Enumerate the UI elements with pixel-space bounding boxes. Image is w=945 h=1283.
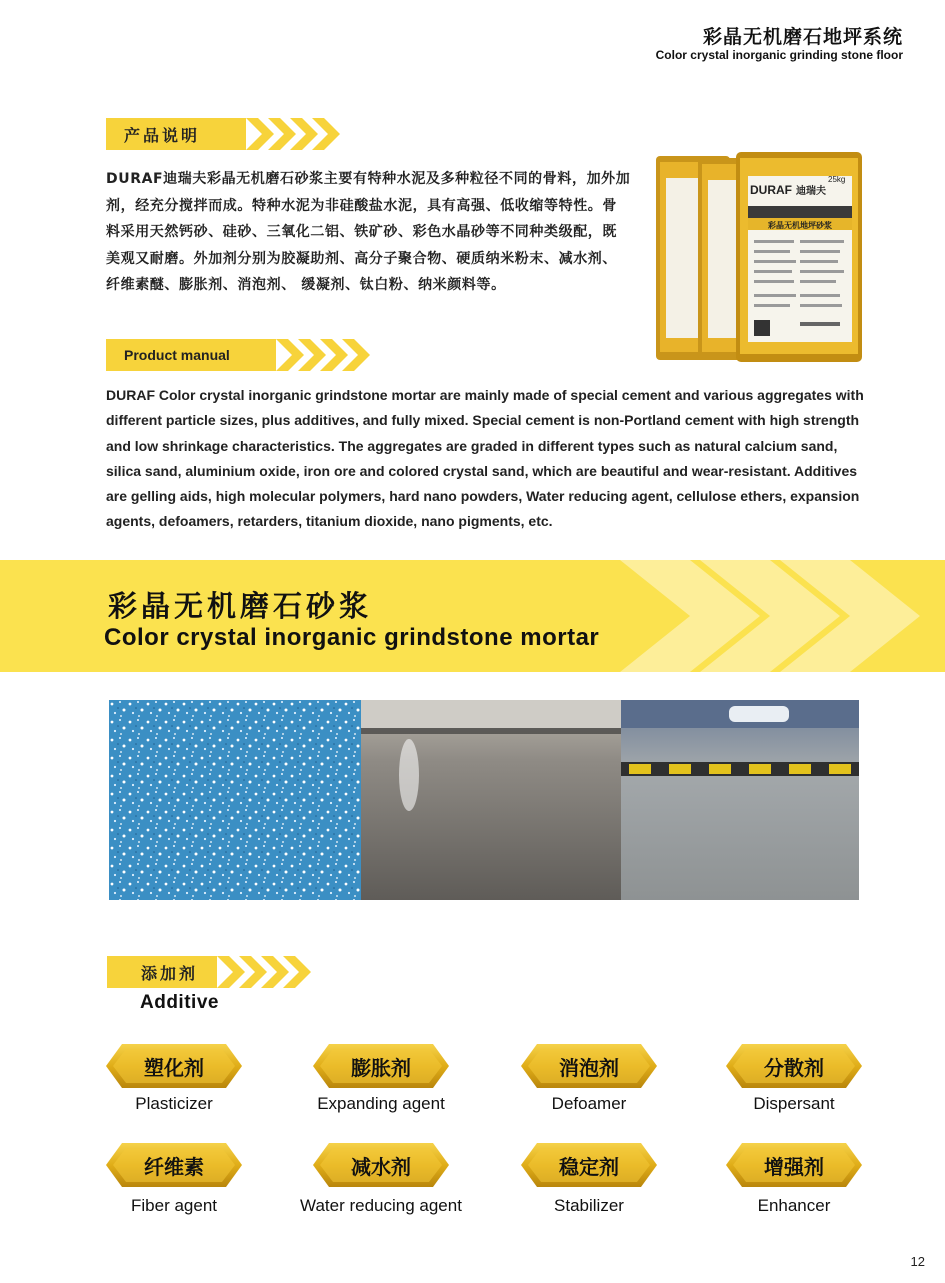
chevron-arrows-icon bbox=[246, 118, 346, 150]
grey-floor-photo bbox=[361, 700, 621, 900]
product-description-tag bbox=[106, 118, 346, 150]
additive-name-cn: 纤维素 bbox=[144, 1154, 204, 1179]
product-manual-tag bbox=[106, 339, 376, 371]
additive-name-en: Plasticizer bbox=[135, 1094, 213, 1113]
bag-weight: 25kg bbox=[828, 175, 846, 184]
product-manual-label: Product manual bbox=[106, 339, 276, 371]
garage-floor-photo bbox=[621, 700, 859, 900]
additive-badge bbox=[311, 1141, 451, 1189]
additive-badge bbox=[519, 1141, 659, 1189]
header-title-en: Color crystal inorganic grinding stone floor bbox=[655, 48, 903, 62]
additive-name-cn: 稳定剂 bbox=[559, 1154, 619, 1179]
product-description-cn: DURAF迪瑞夫彩晶无机磨石砂浆主要有特种水泥及多种粒径不同的骨料，加外加剂，经充分搅拌而成。特种水泥为非硅酸盐水泥，具有高强、低收缩等特性。骨料采用天然钙砂、硅砂、三氧化二铝、铁矿砂、彩色水晶砂等不同种类级配，既美观又耐磨。外加剂分别为胶凝助剂、高分子聚合物、硬质纳米粉末、减水剂、纤维素醚、膨胀剂、消泡剂、 缓凝剂、钛白粉、纳米颜料等。 bbox=[106, 171, 631, 293]
additive-badge bbox=[311, 1042, 451, 1090]
additive-badge bbox=[724, 1042, 864, 1090]
additive-badge bbox=[724, 1141, 864, 1189]
additive-name-en: Expanding agent bbox=[317, 1094, 445, 1113]
additive-name-cn: 增强剂 bbox=[764, 1154, 824, 1179]
additive-name-en: Fiber agent bbox=[131, 1196, 217, 1215]
additive-label: 添加剂 bbox=[107, 956, 217, 988]
bag-product-name: 彩晶无机地坪砂浆 bbox=[768, 221, 832, 230]
blue-terrazzo-photo bbox=[109, 700, 361, 900]
additive-badge bbox=[104, 1141, 244, 1189]
bag-brand-cn: 迪瑞夫 bbox=[796, 186, 826, 197]
additive-name-en: Water reducing agent bbox=[300, 1196, 462, 1215]
chevron-arrows-icon bbox=[276, 339, 376, 371]
product-bags-image bbox=[650, 148, 868, 366]
page-number: 12 bbox=[910, 1254, 925, 1269]
product-description-label: 产品说明 bbox=[106, 118, 246, 150]
additive-badge bbox=[104, 1042, 244, 1090]
banner-title-cn: 彩晶无机磨石砂浆 bbox=[108, 589, 373, 623]
additive-name-cn: 膨胀剂 bbox=[351, 1055, 411, 1080]
header-title-cn: 彩晶无机磨石地坪系统 bbox=[702, 26, 903, 48]
chevron-arrows-icon bbox=[217, 956, 317, 988]
additive-name-en: Dispersant bbox=[753, 1094, 835, 1113]
product-manual-en: DURAF Color crystal inorganic grindstone mortar are mainly made of special cement and various aggregates with different particle sizes, plus additives, and fully mixed. Special cement is non-Portland cement with high strength and low shrinkage characteristics. The aggregates are graded in different types such as natural calcium sand, silica sand, aluminium oxide, iron ore and colored crystal sand, which are beautiful and wear-resistant. Additives are gelling aids, high molecular polymers, hard nano powders, Water reducing agent, cellulose ethers, expansion agents, defoamers, retarders, titanium dioxide, nano pigments, etc. bbox=[106, 387, 864, 530]
additive-name-en: Defoamer bbox=[551, 1094, 627, 1113]
additive-name-en: Stabilizer bbox=[554, 1196, 624, 1215]
bag-brand: DURAF bbox=[750, 183, 792, 197]
additive-name-cn: 塑化剂 bbox=[144, 1055, 204, 1080]
additive-name-cn: 减水剂 bbox=[351, 1154, 411, 1179]
banner-title-en: Color crystal inorganic grindstone mortar bbox=[104, 624, 600, 651]
additive-name-en: Enhancer bbox=[757, 1196, 831, 1215]
additive-name-cn: 分散剂 bbox=[764, 1055, 824, 1080]
additive-title-en: Additive bbox=[140, 992, 219, 1013]
additive-name-cn: 消泡剂 bbox=[559, 1055, 619, 1080]
additive-badge bbox=[519, 1042, 659, 1090]
additive-tag bbox=[107, 956, 317, 988]
floor-photos bbox=[109, 700, 859, 900]
